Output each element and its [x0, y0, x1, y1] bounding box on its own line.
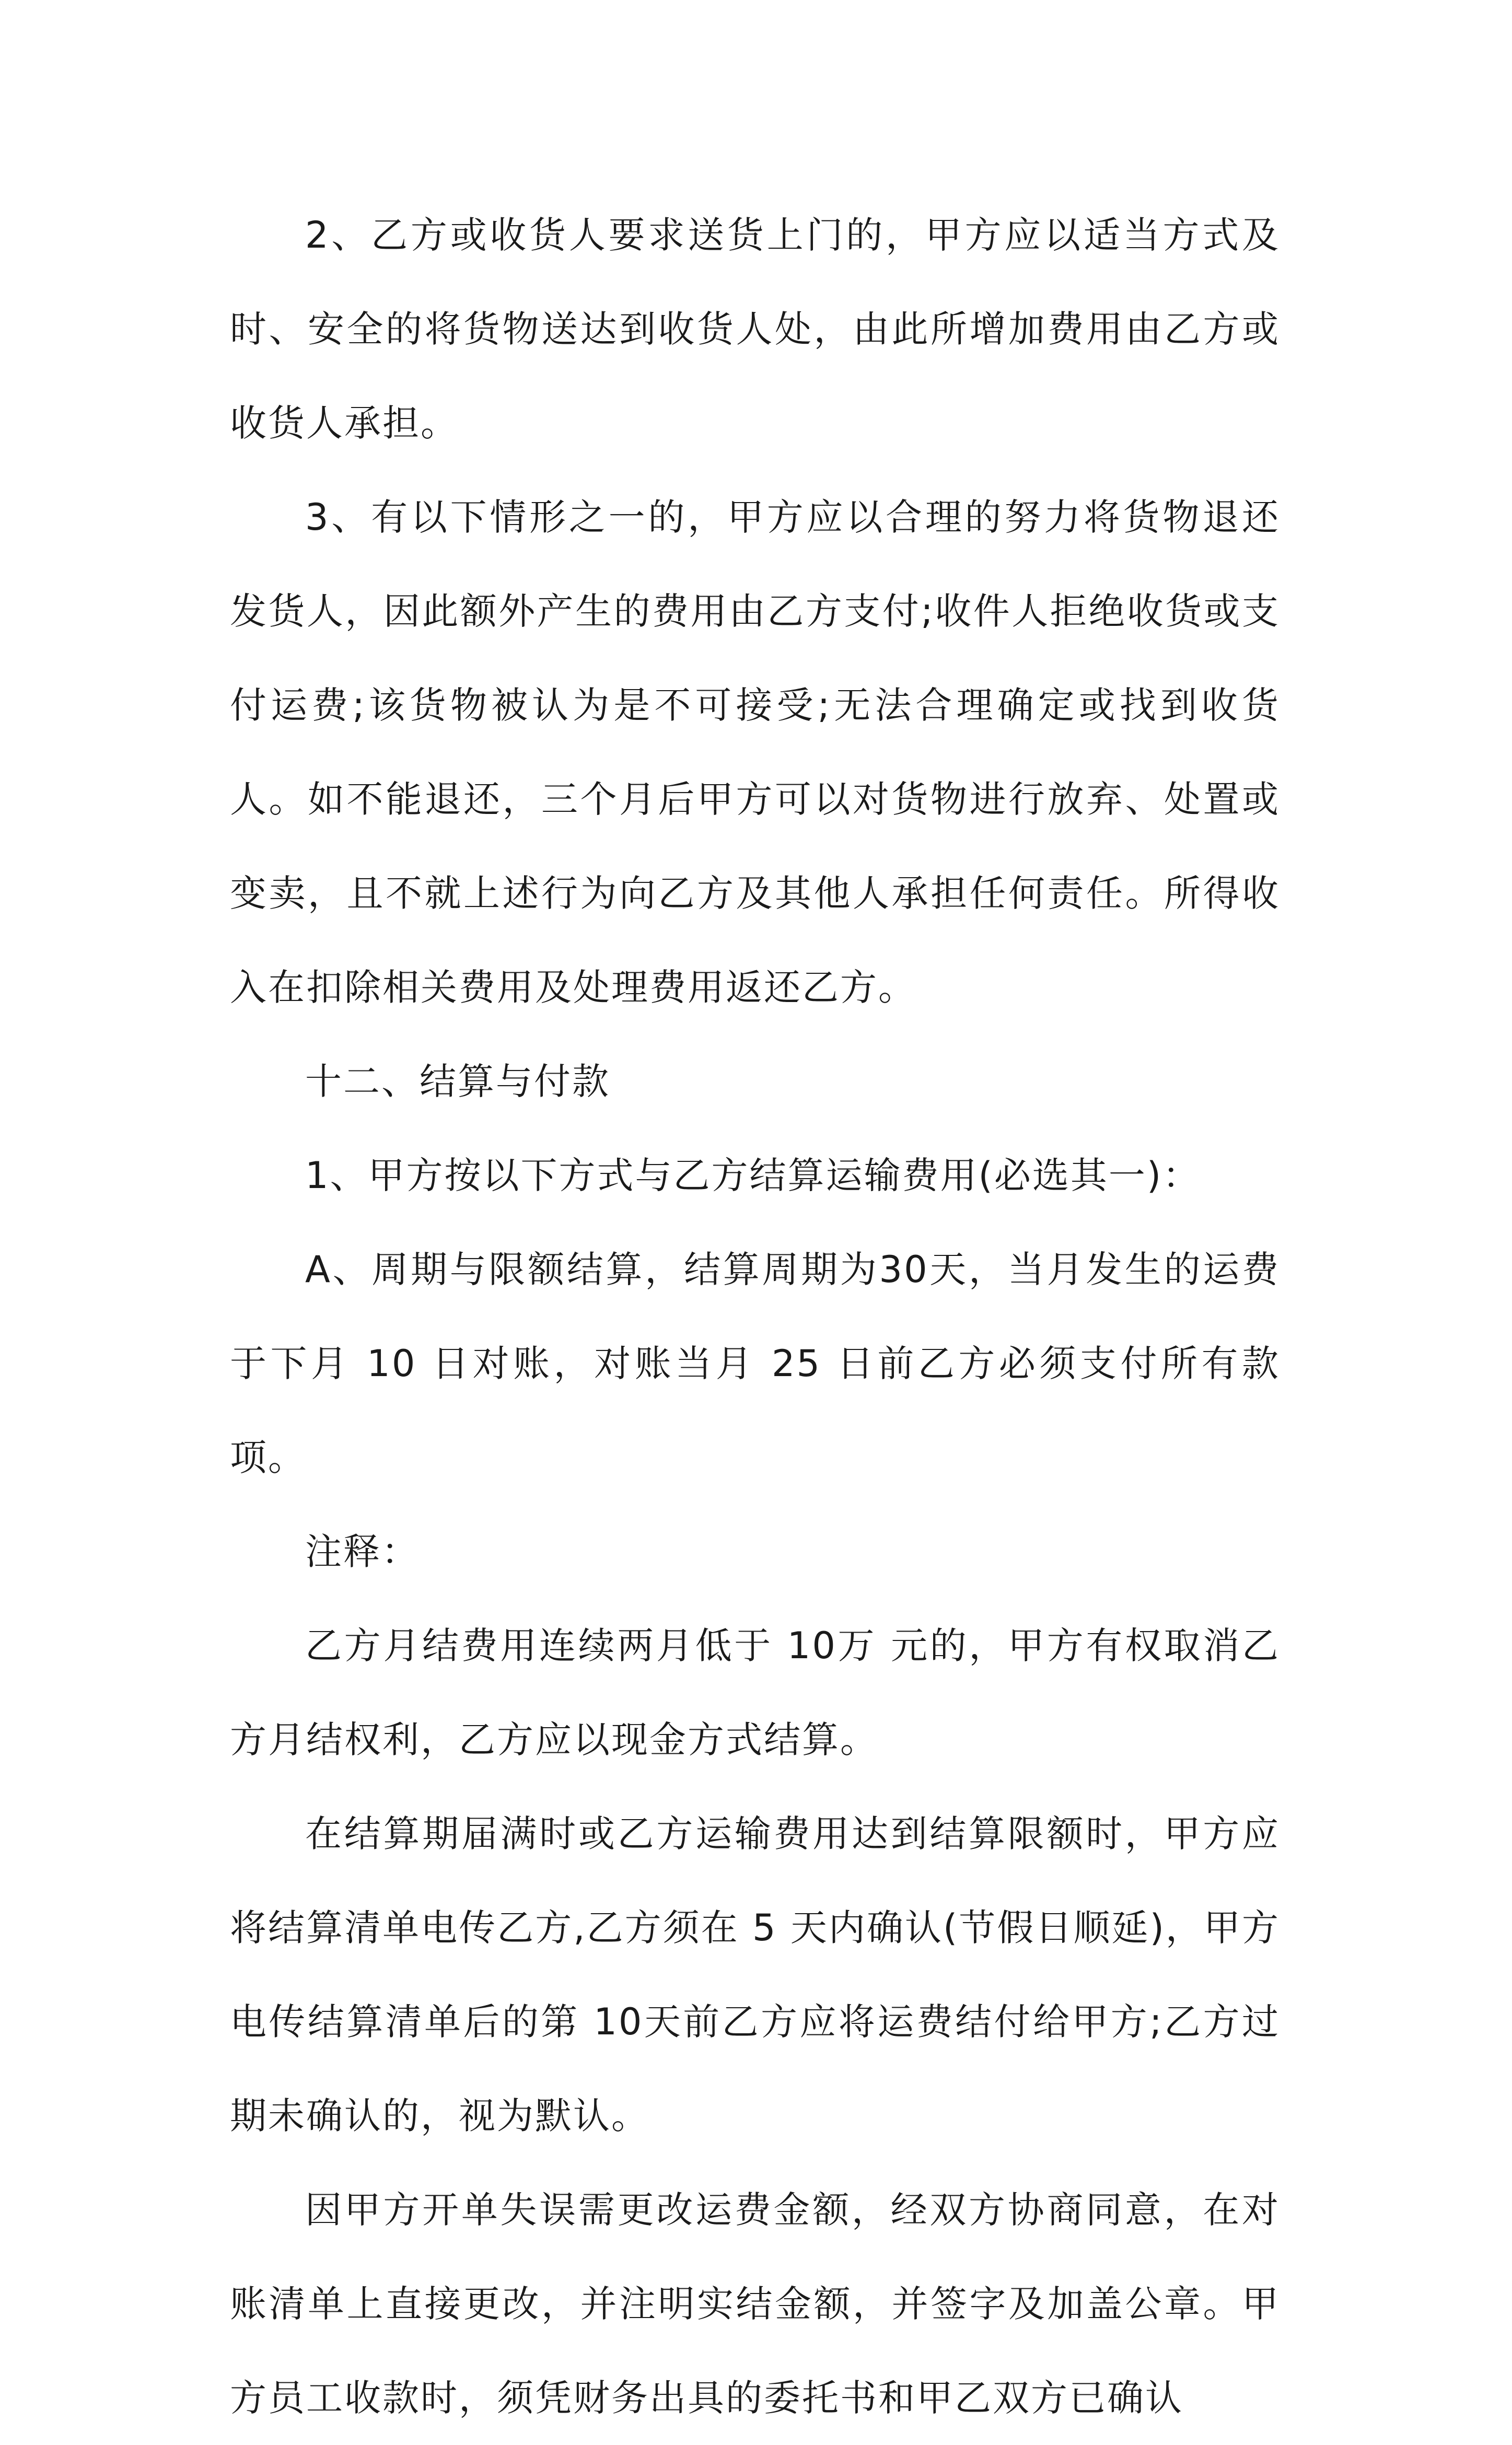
clause-3-return: 3、有以下情形之一的，甲方应以合理的努力将货物退还发货人，因此额外产生的费用由乙方支付;收件人拒绝收货或支付运费;该货物被认为是不可接受;无法合理确定或找到收货人。如不能退还，三个月后甲方可以对货物进行放弃、处置或变卖，且不就上述行为向乙方及其他人承担任何责任。所得收入在扣除相关费用及处理费用返还乙方。 [230, 496, 1280, 1009]
note-settlement-confirmation: 在结算期届满时或乙方运输费用达到结算限额时，甲方应将结算清单电传乙方,乙方须在 5 天内确认(节假日顺延)，甲方电传结算清单后的第 10天前乙方应将运费结付给甲方;乙方过期未确认的，视为默认。 [230, 1812, 1280, 2137]
document-body [230, 188, 1280, 2445]
note-billing-correction: 因甲方开单失误需更改运费金额，经双方协商同意，在对账清单上直接更改，并注明实结金额，并签字及加盖公章。甲方员工收款时，须凭财务出具的委托书和甲乙双方已确认 [230, 2188, 1280, 2419]
section-heading-settlement: 十二、结算与付款 [305, 1060, 610, 1103]
note-label: 注释： [305, 1530, 420, 1573]
option-a-cycle-settlement: A、周期与限额结算，结算周期为30天，当月发生的运费于下月 10 日对账，对账当月 25 日前乙方必须支付所有款项。 [230, 1248, 1280, 1479]
clause-1-settlement-method: 1、甲方按以下方式与乙方结算运输费用(必选其一)： [305, 1154, 1201, 1197]
clause-2-delivery: 2、乙方或收货人要求送货上门的，甲方应以适当方式及时、安全的将货物送达到收货人处，由此所增加费用由乙方或收货人承担。 [230, 214, 1280, 445]
note-monthly-minimum: 乙方月结费用连续两月低于 10万 元的，甲方有权取消乙方月结权利，乙方应以现金方式结算。 [230, 1624, 1280, 1761]
